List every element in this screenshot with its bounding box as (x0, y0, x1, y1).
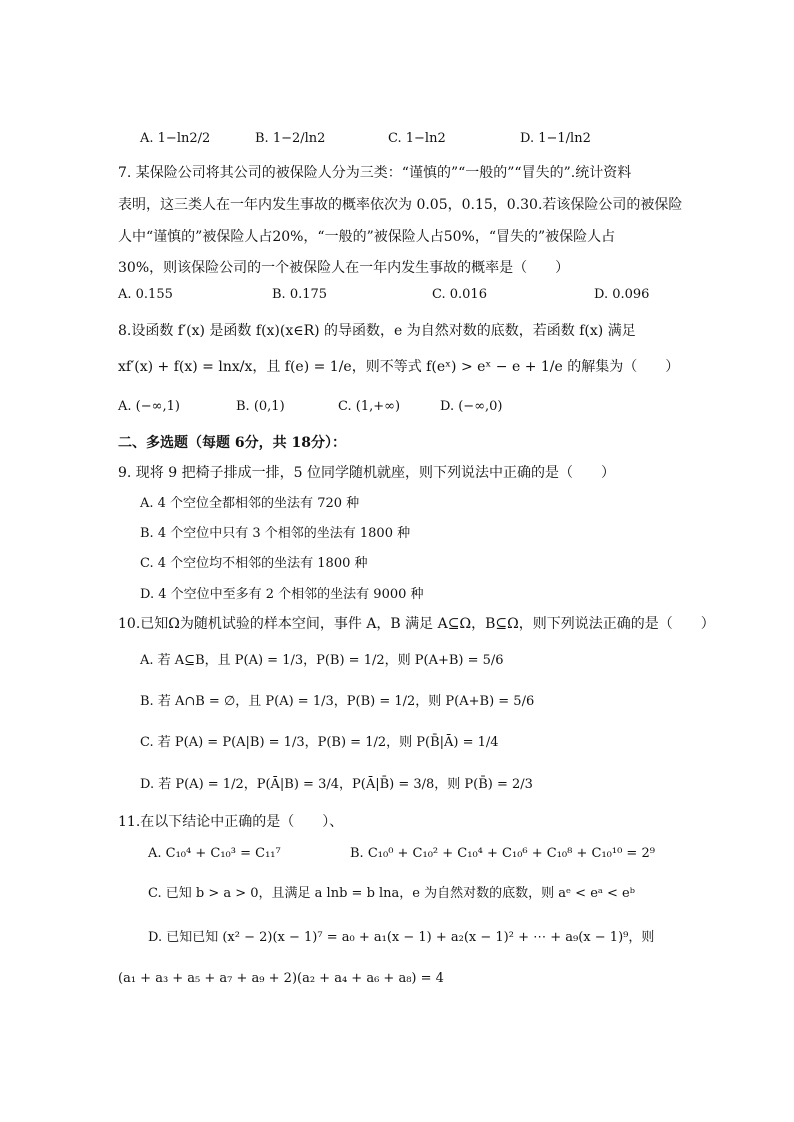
q8-option-d: D. (−∞,0) (440, 399, 503, 414)
q7-option-d: D. 0.096 (594, 287, 650, 302)
q7-line-2: 表明，这三类人在一年内发生事故的概率依次为 0.05，0.15，0.30.若该保险公司的被保险 (118, 197, 683, 213)
q6-option-b: B. 1−2/ln2 (255, 131, 326, 146)
q10-option-c: C. 若 P(A) = P(A|B) = 1/3，P(B) = 1/2，则 P(B̄|Ā) = 1/4 (140, 735, 499, 750)
q7-line-3: 人中“谨慎的”被保险人占20%，“一般的”被保险人占50%，“冒失的”被保险人占 (118, 229, 616, 245)
q6-option-c: C. 1−ln2 (388, 131, 446, 146)
q9-stem: 9. 现将 9 把椅子排成一排，5 位同学随机就座，则下列说法中正确的是（ ） (118, 465, 615, 481)
q7-line-1: 7. 某保险公司将其公司的被保险人分为三类：“谨慎的”“一般的”“冒失的”.统计资料 (118, 165, 632, 181)
q8-option-c: C. (1,+∞) (338, 399, 401, 414)
section-heading: 二、多选题（每题 6分，共 18分）： (118, 435, 346, 451)
q8-line-1: 8.设函数 f′(x) 是函数 f(x)(x∈R) 的导函数，e 为自然对数的底数，若函数 f(x) 满足 (118, 323, 636, 339)
q8-line-2: xf′(x) + f(x) = lnx/x，且 f(e) = 1/e，则不等式 f(eˣ) > eˣ − e + 1/e 的解集为（ ） (118, 359, 680, 375)
q7-option-b: B. 0.175 (272, 287, 328, 302)
q7-line-4: 30%，则该保险公司的一个被保险人在一年内发生事故的概率是（ ） (118, 260, 570, 276)
q8-option-b: B. (0,1) (236, 399, 285, 414)
q7-option-c: C. 0.016 (432, 287, 487, 302)
q8-option-a: A. (−∞,1) (118, 399, 180, 414)
q9-option-b: B. 4 个空位中只有 3 个相邻的坐法有 1800 种 (140, 526, 411, 541)
q6-option-a: A. 1−ln2/2 (140, 131, 211, 146)
q10-option-d: D. 若 P(A) = 1/2，P(Ā|B) = 3/4，P(Ā|B̄) = 3/8，则 P(B̄) = 2/3 (140, 777, 533, 792)
q11-option-c: C. 已知 b > a > 0，且满足 a lnb = b lna，e 为自然对数的底数，则 aᵉ < eᵃ < eᵇ (148, 886, 635, 901)
q10-option-a: A. 若 A⊆B，且 P(A) = 1/3，P(B) = 1/2，则 P(A+B) = 5/6 (140, 653, 504, 668)
q9-option-d: D. 4 个空位中至多有 2 个相邻的坐法有 9000 种 (140, 587, 424, 602)
q10-stem: 10.已知Ω为随机试验的样本空间，事件 A，B 满足 A⊆Ω，B⊆Ω，则下列说法正确的是（ ） (118, 616, 715, 632)
q6-option-d: D. 1−1/ln2 (520, 131, 591, 146)
q11-stem: 11.在以下结论中正确的是（ ）、 (118, 814, 344, 830)
q11-option-d: D. 已知已知 (x² − 2)(x − 1)⁷ = a₀ + a₁(x − 1) + a₂(x − 1)² + ⋯ + a₉(x − 1)⁹，则 (148, 930, 655, 945)
q10-option-b: B. 若 A∩B = ∅，且 P(A) = 1/3，P(B) = 1/2，则 P(A+B) = 5/6 (140, 694, 535, 709)
q9-option-c: C. 4 个空位均不相邻的坐法有 1800 种 (140, 556, 368, 571)
q9-option-a: A. 4 个空位全都相邻的坐法有 720 种 (140, 496, 360, 511)
q7-option-a: A. 0.155 (118, 287, 173, 302)
q11-option-a: A. C₁₀⁴ + C₁₀³ = C₁₁⁷ (148, 846, 281, 861)
q11-option-d-cont: (a₁ + a₃ + a₅ + a₇ + a₉ + 2)(a₂ + a₄ + a₆ + a₈) = 4 (118, 971, 444, 986)
q11-option-b: B. C₁₀⁰ + C₁₀² + C₁₀⁴ + C₁₀⁶ + C₁₀⁸ + C₁₀¹⁰ = 2⁹ (350, 846, 655, 861)
